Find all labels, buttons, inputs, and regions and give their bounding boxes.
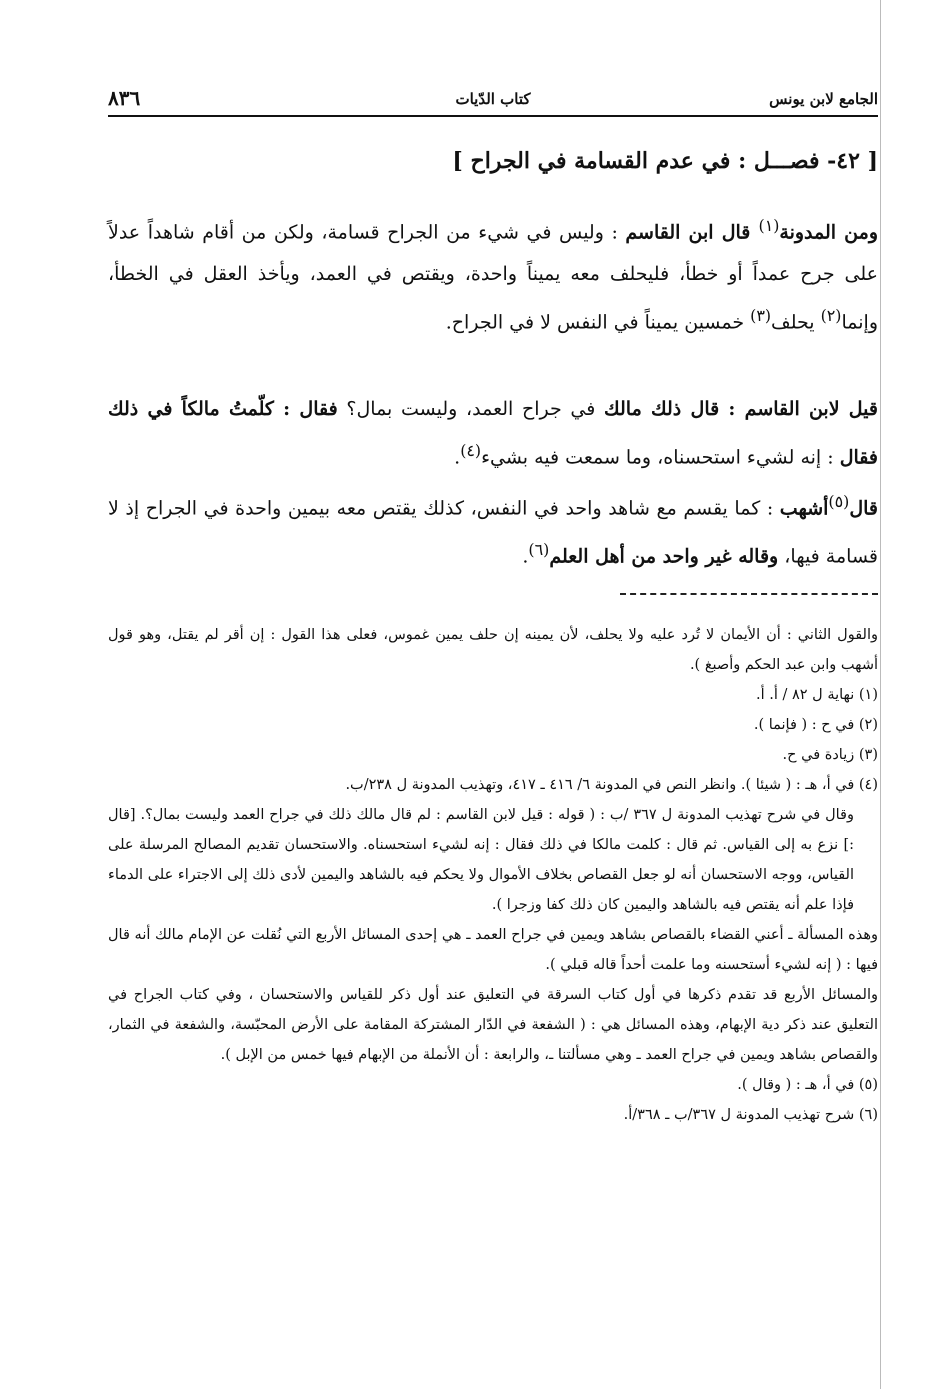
footnote-separator	[620, 593, 878, 595]
footnote-2: (٢) في ح : ( فإنما ).	[753, 717, 878, 733]
question-bold: قيل لابن القاسم : قال ذلك مالك	[604, 398, 878, 420]
footnote-4-issue: وهذه المسألة ـ أعني القضاء بالقصاص بشاهد ويمين في جراح العمد ـ هي إحدى المسائل الأربع التي نُقلت عن الإمام مالك أنه قال فيها : ( إنه لشيء أستحسنه وما علمت أحداً قاله قبلي ).	[108, 927, 878, 973]
page-number: ٨٣٦	[108, 86, 141, 110]
footnote-ref-3: (٣)	[750, 306, 772, 326]
footnote-4: (٤) في أ، هـ : ( شيئا ). وانظر النص في المدونة ٦/ ٤١٦ ـ ٤١٧، وتهذيب المدونة ل ٢٣٨/ب.	[345, 777, 878, 793]
paragraph-2-text-a: في جراح العمد، وليست بمال؟	[337, 398, 604, 420]
book-title: الجامع لابن يونس	[769, 90, 878, 108]
paragraph-2-end: .	[454, 446, 461, 469]
footnote-ref-5: (٥)	[828, 492, 850, 511]
qala-bold: قال	[849, 497, 878, 520]
footnote-5: (٥) في أ، هـ : ( وقال ).	[737, 1077, 878, 1093]
paragraph-1	[108, 205, 878, 344]
footnote-ref-6: (٦)	[528, 540, 550, 560]
paragraph-3-end: .	[522, 545, 529, 568]
scholars-bold: وقاله غير واحد من أهل العلم	[549, 545, 779, 568]
speaker-ibn-qasim: قال ابن القاسم	[625, 221, 759, 244]
footnote-4-four-issues: والمسائل الأربع قد تقدم ذكرها في أول كتاب السرقة في التعليق عند أول ذكر للقياس والاستحسان ، وفي كتاب الجراح في التعليق عند ذكر دية الإبهام، وهذه المسائل هي : ( الشفعة في الدّار المشتركة المقامة على الأرض المحبّسة، والشفعة في الثمار، والقصاص بشاهد ويمين في جراح العمد ـ وهي مسألتنا ـ، والرابعة : أن الأنملة من الإبهام فيها خمس من الإبل ).	[108, 987, 878, 1063]
answer-bold: فقال : كلّمتُ مالكاً في ذلك فقال	[108, 398, 878, 469]
paragraph-2	[108, 388, 878, 478]
footnote-3: (٣) زيادة في ح.	[782, 747, 878, 763]
footnote-continuation: والقول الثاني : أن الأيمان لا تُرد عليه ولا يحلف، لأن يمينه إن حلف يمين غموس، فعلى هذا القول : إن أقر لم يقتل، وهو قول أشهب وابن عبد الحكم وأصبغ ).	[108, 627, 878, 673]
paragraph-1-text-c: خمسين يميناً في النفس لا في الجراح.	[445, 311, 751, 334]
speaker-ashhab: أشهب	[779, 497, 829, 520]
paragraph-3	[108, 481, 878, 578]
paragraph-2-text-b: : إنه لشيء استحسناه، وما سمعت فيه بشيء	[481, 446, 840, 469]
footnote-4-quote: وقال في شرح تهذيب المدونة ل ٣٦٧ /ب : ( قوله : قيل لابن القاسم : لم قال مالك ذلك في جراح العمد وليست بمال؟. [قال :] نزع به إلى القياس. ثم قال : كلمت مالكا في ذلك فقال : إنه لشيء استحسناه. والاستحسان تقديم المصالح المرسلة على القياس، ووجه الاستحسان أنه لو جعل القصاص بخلاف الأموال ولا يحكم فيه بالشاهد واليمين لأدى ذلك إلى الاجتراء على الدماء فإذا علم أنه يقتص فيه بالشاهد واليمين كان ذلك كفا وزجرا ).	[108, 807, 854, 913]
footnote-ref-1: (١)	[758, 216, 780, 235]
chapter-heading: [ ٤٢- فصـــل : في عدم القسامة في الجراح ]	[452, 148, 878, 174]
section-title: كتاب الدّيات	[455, 90, 531, 108]
footnotes	[108, 620, 878, 1130]
paragraph-3-text-a: : كما يقسم مع شاهد واحد في النفس، كذلك يقتص معه بيمين واحدة في الجراح إذ لا قسامة فيها،	[108, 497, 878, 568]
footnote-ref-4: (٤)	[460, 441, 482, 460]
header-rule	[108, 115, 878, 117]
footnote-ref-2: (٢)	[820, 306, 842, 326]
paragraph-1-text-b: يحلف	[771, 311, 821, 334]
paragraph-1-text-a: : وليس في شيء من الجراح قسامة، ولكن من أقام شاهداً عدلاً على جرح عمداً أو خطأ، فليحلف معه يميناً واحدة، ويقتص في العمد، ويأخذ العقل في الخطأ، وإنما	[108, 221, 878, 334]
running-header	[108, 86, 878, 116]
footnote-6: (٦) شرح تهذيب المدونة ل ٣٦٧/ب ـ ٣٦٨/أ.	[623, 1107, 878, 1123]
footnote-1: (١) نهاية ل ٨٢ / أ. أ.	[755, 687, 878, 703]
page-edge	[880, 0, 881, 1389]
source-intro: ومن المدونة	[779, 221, 879, 244]
